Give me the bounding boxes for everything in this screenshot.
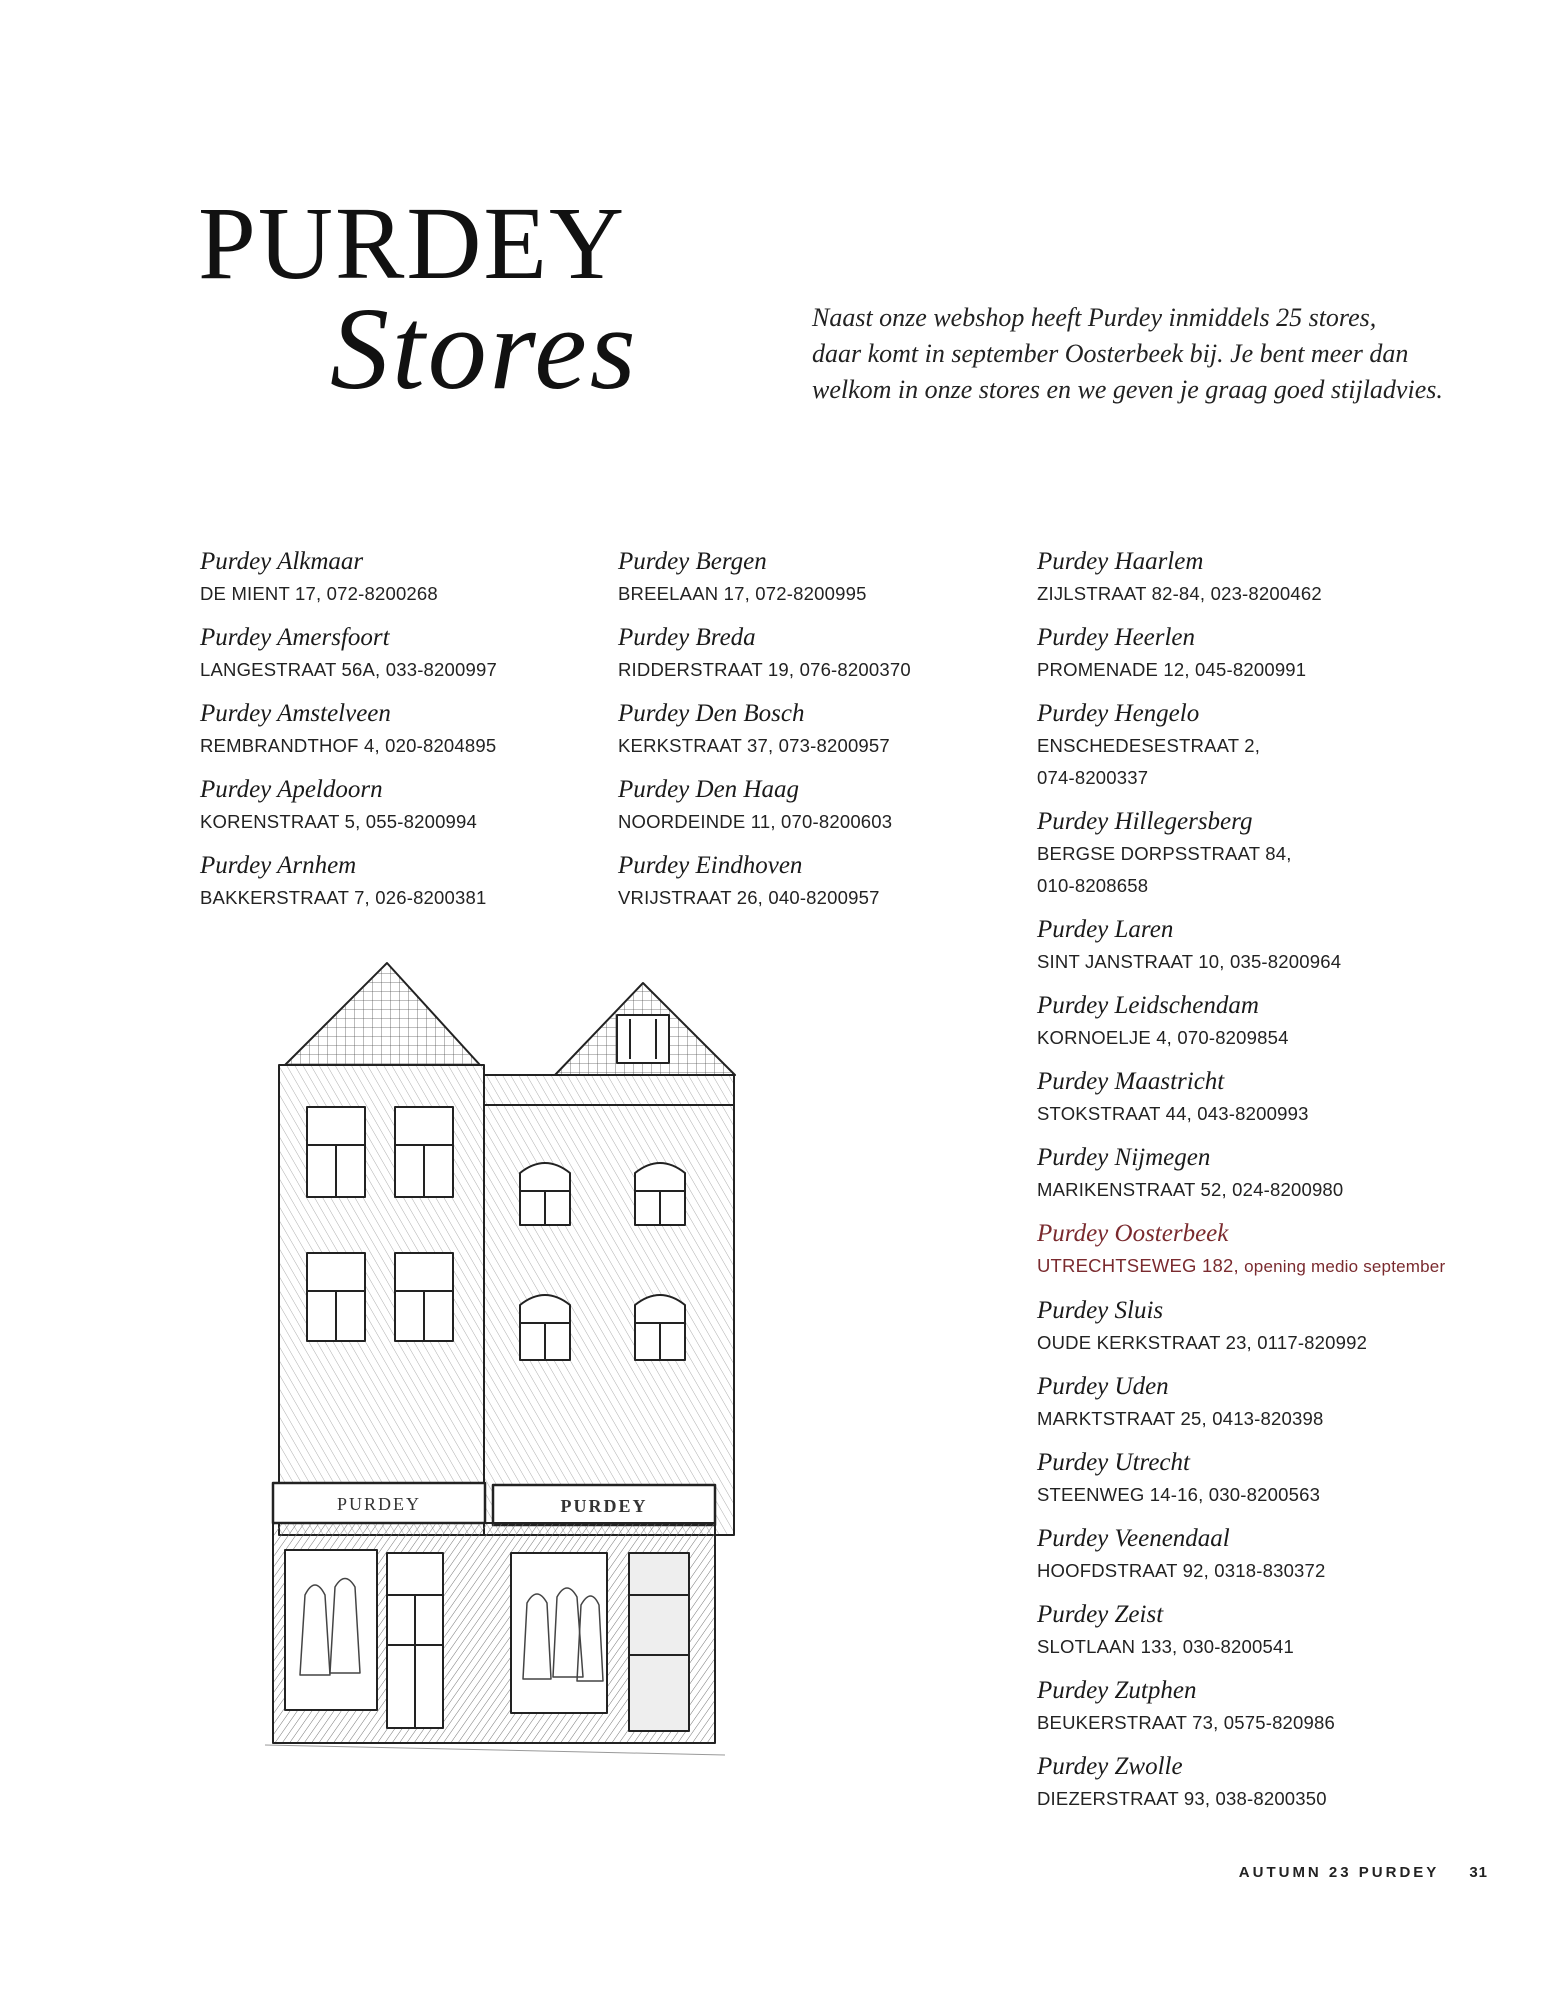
store-item [1037,1371,1497,1435]
store-address: LANGESTRAAT 56A, 033-8200997 [200,659,497,680]
store-name: Purdey Nijmegen [1037,1144,1211,1171]
store-item [1037,914,1497,978]
store-name: Purdey Hengelo [1037,700,1200,727]
shop-sign-left: PURDEY [336,1494,422,1514]
store-name: Purdey Bergen [618,548,767,575]
store-opening-note: opening medio september [1244,1257,1446,1276]
store-item [1037,546,1497,610]
store-address: STOKSTRAAT 44, 043-8200993 [1037,1103,1309,1124]
store-name: Purdey Oosterbeek [1037,1220,1229,1247]
page-subtitle: Stores [330,283,639,414]
store-name: Purdey Breda [618,624,756,651]
store-item [1037,622,1497,686]
store-address: NOORDEINDE 11, 070-8200603 [618,811,893,832]
intro-line: Naast onze webshop heeft Purdey inmiddels 25 stores, [812,303,1377,332]
store-item [618,622,1038,686]
store-item [1037,1295,1497,1359]
store-name: Purdey Alkmaar [200,548,364,575]
store-name: Purdey Heerlen [1037,624,1196,651]
store-address: SINT JANSTRAAT 10, 035-8200964 [1037,951,1342,972]
store-address: SLOTLAAN 133, 030-8200541 [1037,1636,1294,1657]
intro-line: daar komt in september Oosterbeek bij. Je bent meer dan [812,339,1409,368]
store-item [1037,1599,1497,1663]
store-name: Purdey Amersfoort [200,624,390,651]
store-address: DE MIENT 17, 072-8200268 [200,583,438,604]
store-item [1037,1142,1497,1206]
page-number: 31 [1469,1864,1488,1881]
store-name: Purdey Sluis [1037,1297,1164,1324]
store-address: ZIJLSTRAAT 82-84, 023-8200462 [1037,583,1322,604]
store-address-line2: 010-8208658 [1037,875,1149,896]
store-address: KORNOELJE 4, 070-8209854 [1037,1027,1289,1048]
store-address: KERKSTRAAT 37, 073-8200957 [618,735,890,756]
store-name: Purdey Zeist [1037,1601,1164,1628]
shop-sign-right: PURDEY [560,1496,648,1516]
store-address: HOOFDSTRAAT 92, 0318-830372 [1037,1560,1326,1581]
store-address: BREELAAN 17, 072-8200995 [618,583,867,604]
store-item [1037,806,1497,902]
store-address: REMBRANDTHOF 4, 020-8204895 [200,735,497,756]
store-address: MARKTSTRAAT 25, 0413-820398 [1037,1408,1324,1429]
store-address: DIEZERSTRAAT 93, 038-8200350 [1037,1788,1327,1809]
store-name: Purdey Veenendaal [1037,1525,1230,1552]
footer-label: AUTUMN 23 PURDEY [1238,1864,1440,1881]
store-address: BAKKERSTRAAT 7, 026-8200381 [200,887,487,908]
store-name: Purdey Uden [1037,1373,1169,1400]
store-name: Purdey Laren [1037,916,1174,943]
store-item [200,546,620,610]
store-item [1037,1447,1497,1511]
store-item [1037,1066,1497,1130]
store-item [1037,698,1497,794]
store-name: Purdey Arnhem [200,852,357,879]
store-item [200,850,620,914]
store-item-upcoming [1037,1218,1497,1283]
store-item [618,546,1038,610]
store-name: Purdey Amstelveen [200,700,391,727]
store-address: VRIJSTRAAT 26, 040-8200957 [618,887,880,908]
store-item [1037,990,1497,1054]
store-item [1037,1523,1497,1587]
store-address: ENSCHEDESESTRAAT 2, [1037,735,1261,756]
store-address: RIDDERSTRAAT 19, 076-8200370 [618,659,911,680]
store-address: BERGSE DORPSSTRAAT 84, [1037,843,1292,864]
store-item [200,622,620,686]
store-name: Purdey Leidschendam [1037,992,1259,1019]
intro-text [812,300,1532,408]
store-address-street: UTRECHTSEWEG 182, [1037,1255,1239,1276]
store-name: Purdey Eindhoven [618,852,803,879]
store-name: Purdey Apeldoorn [200,776,383,803]
page-footer [1239,1864,1488,1881]
page-title: PURDEY [198,186,627,301]
store-item [200,698,620,762]
store-name: Purdey Haarlem [1037,548,1204,575]
store-address: STEENWEG 14-16, 030-8200563 [1037,1484,1321,1505]
store-name: Purdey Utrecht [1037,1449,1190,1476]
store-name: Purdey Zwolle [1037,1753,1183,1780]
store-name: Purdey Den Bosch [618,700,805,727]
store-item [618,774,1038,838]
storefront-illustration [255,955,845,1785]
store-item [1037,1675,1497,1739]
store-address: MARIKENSTRAAT 52, 024-8200980 [1037,1179,1344,1200]
store-column-1 [200,546,620,926]
store-name: Purdey Zutphen [1037,1677,1197,1704]
store-column-2 [618,546,1038,926]
store-name: Purdey Den Haag [618,776,799,803]
store-address [1037,1250,1497,1283]
store-item [618,698,1038,762]
store-address: PROMENADE 12, 045-8200991 [1037,659,1307,680]
store-item [200,774,620,838]
store-name: Purdey Hillegersberg [1037,808,1253,835]
store-name: Purdey Maastricht [1037,1068,1225,1095]
store-address-line2: 074-8200337 [1037,767,1149,788]
store-item [1037,1751,1497,1815]
store-address: BEUKERSTRAAT 73, 0575-820986 [1037,1712,1335,1733]
store-address: OUDE KERKSTRAAT 23, 0117-820992 [1037,1332,1368,1353]
store-address: KORENSTRAAT 5, 055-8200994 [200,811,478,832]
store-column-3 [1037,546,1497,1827]
intro-line: welkom in onze stores en we geven je graag goed stijladvies. [812,375,1443,404]
store-item [618,850,1038,914]
